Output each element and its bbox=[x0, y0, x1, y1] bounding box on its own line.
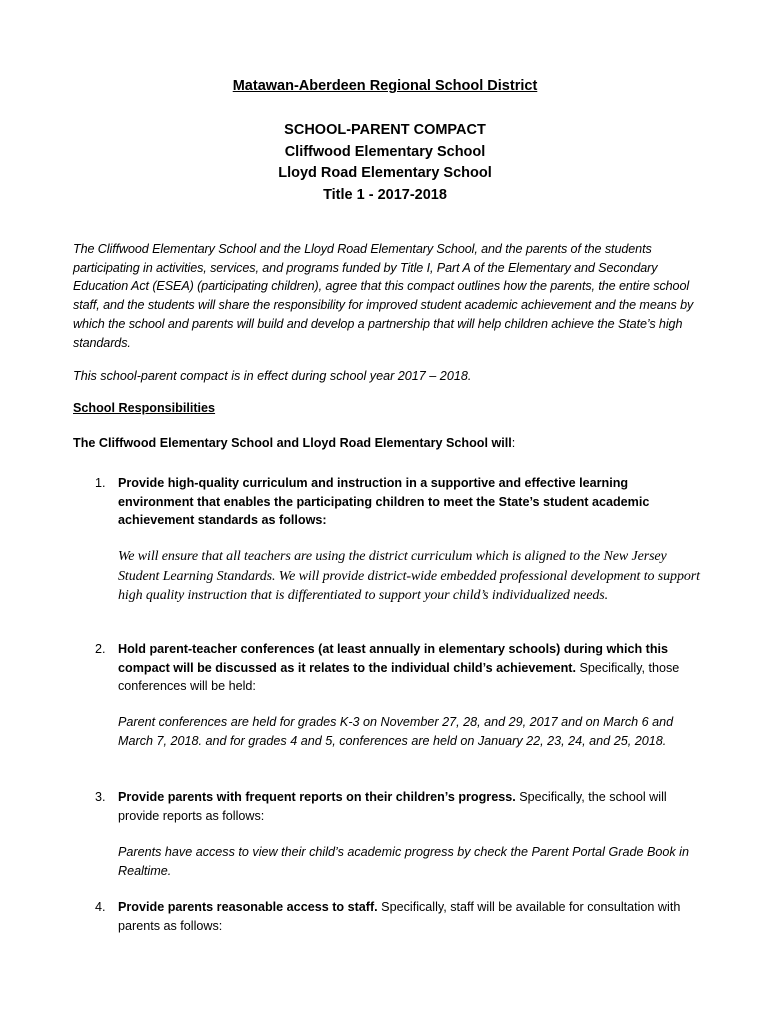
effect-statement: This school-parent compact is in effect during school year 2017 – 2018. bbox=[73, 369, 472, 383]
list-item-lead-plain: Specifically, staff will be available for consultation with parents as follows: bbox=[118, 900, 681, 933]
compact-title-block bbox=[0, 120, 770, 206]
list-item-number: 3. bbox=[95, 790, 106, 804]
list-item-lead bbox=[118, 640, 703, 696]
list-item-detail: We will ensure that all teachers are using the district curriculum which is aligned to the New Jersey Student Learning Standards. We will provide district-wide embedded professional development to support high quality instruction that is differentiated to support your child’s individualized needs. bbox=[118, 549, 700, 603]
list-item-lead bbox=[118, 474, 703, 530]
compact-title-line: Cliffwood Elementary School bbox=[284, 143, 486, 160]
list-item-detail: Parents have access to view their child’s academic progress by check the Parent Portal Grade Book in Realtime. bbox=[118, 845, 689, 878]
list-item-lead bbox=[118, 898, 703, 935]
list-item-lead-bold: Provide parents with frequent reports on their children’s progress. bbox=[118, 790, 516, 804]
list-item-number: 1. bbox=[95, 476, 106, 490]
compact-title-line: SCHOOL-PARENT COMPACT bbox=[284, 122, 486, 138]
list-item-number: 4. bbox=[95, 900, 106, 914]
section-intro bbox=[73, 436, 515, 450]
list-item-lead-plain: Specifically, those conferences will be held: bbox=[118, 660, 680, 693]
list-item-lead bbox=[118, 788, 703, 825]
intro-paragraph: The Cliffwood Elementary School and the Lloyd Road Elementary School, and the parents of the students participating in activities, services, and programs funded by Title I, Part A of the Elementary and Secondary Education Act (ESEA) (participating children), agree that this compact outlines how the parents, the entire school staff, and the students will share the responsibility for improved student academic achievement and the means by which the school and parents will build and develop a partnership that will help children achieve the State’s high standards. bbox=[73, 242, 694, 350]
list-item-number: 2. bbox=[95, 642, 106, 656]
district-title: Matawan-Aberdeen Regional School District bbox=[232, 78, 538, 94]
list-item-detail: Parent conferences are held for grades K-3 on November 27, 28, and 29, 2017 and on March 6 and March 7, 2018. and for grades 4 and 5, conferences are held on January 22, 23, 24, and 25, 2018. bbox=[118, 715, 674, 748]
compact-title-line: Lloyd Road Elementary School bbox=[278, 165, 492, 181]
section-heading: School Responsibilities bbox=[73, 401, 216, 415]
list-item-lead-bold: Hold parent-teacher conferences (at least annually in elementary schools) during which this compact will be discussed as it relates to the individual child’s achievement. bbox=[118, 642, 669, 675]
section-intro-bold: The Cliffwood Elementary School and Lloyd Road Elementary School will bbox=[73, 436, 512, 450]
list-item-lead-bold: Provide parents reasonable access to staff. bbox=[118, 900, 378, 914]
section-intro-colon: : bbox=[511, 436, 516, 450]
list-item-lead-bold: Provide high-quality curriculum and instruction in a supportive and effective learning environment that enables the participating children to meet the State’s student academic achievement standards as follows: bbox=[118, 476, 650, 527]
compact-title-line: Title 1 - 2017-2018 bbox=[323, 186, 447, 203]
list-item-lead-plain: Specifically, the school will provide reports as follows: bbox=[118, 790, 667, 823]
